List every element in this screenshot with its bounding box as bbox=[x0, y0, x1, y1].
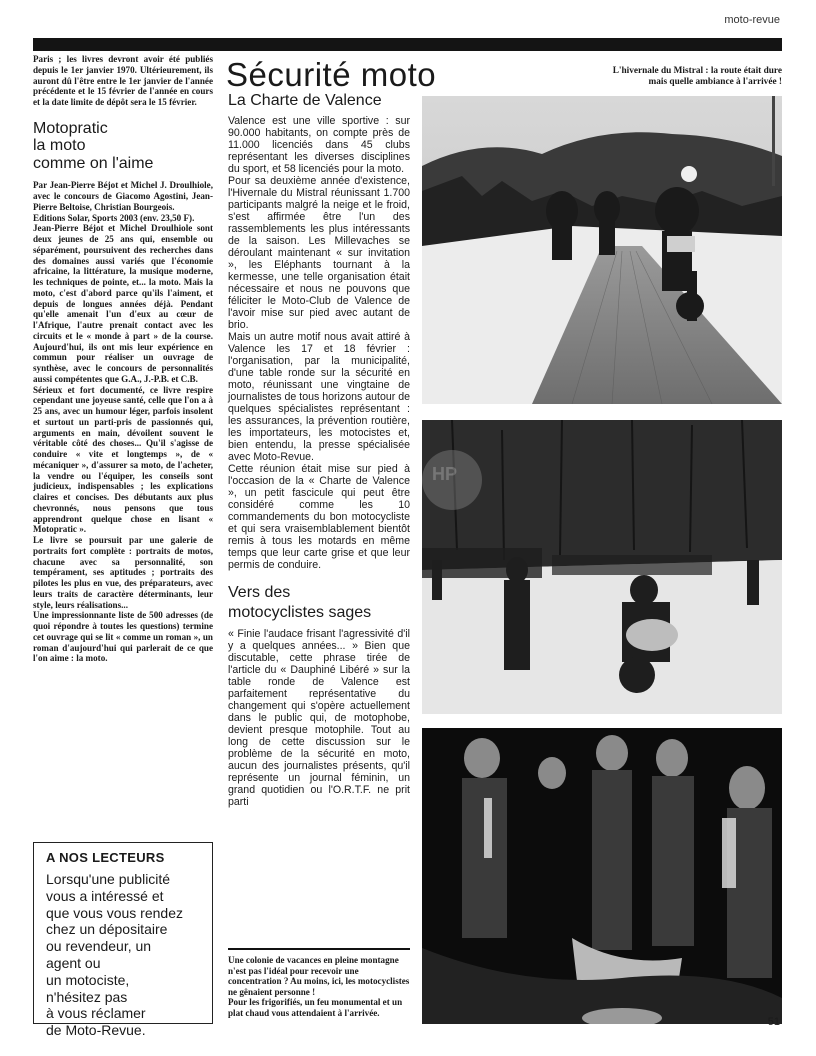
book-editor: Editions Solar, Sports 2003 (env. 23,50 F). bbox=[33, 212, 195, 223]
watermark-stamp: HP bbox=[432, 464, 458, 484]
book-paragraph-2: Sérieux et fort documenté, ce livre respire cependant une joyeuse santé, celle que l'on a à 25 ans, avec un humour léger, parfois insolent et surtout un parti-pris de passionnés qui, arguments en main, dévoilent souvent le véritable côté des choses... Qu'il s'agisse de conduire « vite et longtemps », de « mécaniquer », d'assurer sa moto, de l'acheter, la vendre ou l'équiper, les conseils sont judicieux, indispensables ; les explications claires et concises. Des débutants aux plus chevronnés, nous pensons que tous apprendront quelque chose en lisant « Motopratic ». bbox=[33, 384, 213, 535]
readers-notice-title: A NOS LECTEURS bbox=[46, 850, 165, 865]
article-paragraph-3: Mais un autre motif nous avait attiré à Valence les 17 et 18 février : l'organisation, par la municipalité, d'une table ronde sur la sécurité en moto, réunissant une vingtaine de journalistes de tous horizons autour de quelques spécialistes représentant : les assurances, la prévention routière, les importateurs, les motocistes et, bien entendu, la presse spécialisée avec Moto-Revue. bbox=[228, 331, 410, 463]
article-paragraph-1: Valence est une ville sportive : sur 90.000 habitants, on compte près de 11.000 licenciés dans 45 clubs représentant les diverses disciplines du sport, et 58 licenciés pour la moto. bbox=[228, 115, 410, 175]
publication-header: moto-revue bbox=[724, 14, 780, 26]
page-number: 51 bbox=[767, 1016, 780, 1028]
book-paragraph-3: Le livre se poursuit par une galerie de portraits fort complète : portraits de motos, chacune avec sa personnalité, son tempérament, ses aptitudes ; portraits des pilotes les plus en vue, des préparateurs, avec leurs traits de caractère déterminants, leur style, leurs réalisations... bbox=[33, 535, 213, 610]
left-column bbox=[33, 54, 213, 664]
readers-notice-text: Lorsqu'une publicité vous a intéressé et que vous vous rendez chez un dépositaire ou revendeur, un agent ou un motociste, n'hésitez pas à vous réclamer de Moto-Revue. bbox=[46, 871, 183, 1039]
article-title: Sécurité moto bbox=[226, 56, 437, 93]
top-caption: L'hivernale du Mistral : la route était dure mais quelle ambiance à l'arrivée ! bbox=[612, 66, 782, 87]
bottom-caption bbox=[228, 948, 410, 1019]
top-rule bbox=[33, 38, 782, 51]
photo-snowy-road bbox=[422, 96, 782, 404]
article-paragraph-5: « Finie l'audace frisant l'agressivité d'il y a quelques années... » Bien que discutable, cette phrase tirée de l'article du « Dauphiné Libéré » sur la table ronde de Valence est parfaitement représentative du changement qui s'opère actuellement dans le public qui, de motophobe, devient presque motophile. Tout au long de cette discussion sur le problème de la sécurité en moto, aucun des journalistes présents, qu'il représente un journal féminin, un grand quotidien ou l'O.R.T.F. ne prit parti bbox=[228, 628, 410, 808]
photo-night-group bbox=[422, 728, 782, 1024]
book-paragraph-4: Une impressionnante liste de 500 adresses (de quoi répondre à toutes les questions) termine cet ouvrage qui se lit « comme un roman », un roman d'aujourd'hui qui parlerait de ce que l'on aime : la moto. bbox=[33, 610, 213, 664]
bottom-caption-2: Pour les frigorifiés, un feu monumental et un plat chaud vous attendaient à l'arrivée. bbox=[228, 997, 403, 1018]
article-subtitle: La Charte de Valence bbox=[228, 92, 382, 109]
article-paragraph-4: Cette réunion était mise sur pied à l'occasion de la « Charte de Valence », un petit fascicule qui peut être considéré comme les 10 commandements du bon motocycliste et qui sera vraisemblablement bientôt remis à tous les motards en même temps que leur carte grise et que leur permis de conduire. bbox=[228, 463, 410, 571]
article-subtitle-2: Vers des motocyclistes sages bbox=[228, 584, 372, 621]
book-paragraph-1: Jean-Pierre Béjot et Michel Droulhiole sont deux jeunes de 25 ans qui, ensemble ou séparément, poursuivent des recherches dans des domaines aussi variés que l'économie africaine, la littérature, la musique moderne, les techniques de pointe, et... la moto. Mais la moto, c'est d'abord parce qu'ils l'aiment, et depuis de longues années déjà. Pendant qu'elle amenait l'un d'eux au cœur de l'Afrique, l'autre prenait contact avec les circuits et le « monde à part » de la course. Aujourd'hui, ils ont mis leur expérience en commun pour réaliser un ouvrage de synthèse, avec le concours de personnalités aussi compétentes que G.A., J.-P.B. et C.B. bbox=[33, 223, 213, 384]
book-heading: Motopratic la moto comme on l'aime bbox=[33, 119, 154, 172]
bottom-caption-1: Une colonie de vacances en pleine montagne n'est pas l'idéal pour recevoir une concentration ? Au moins, ici, les motocyclistes ne gênaient personne ! bbox=[228, 955, 410, 997]
book-credits: Par Jean-Pierre Béjot et Michel J. Droulhiole, avec le concours de Giacomo Agostini, Jean-Pierre Beltoise, Christian Bourgeois. bbox=[33, 180, 213, 212]
intro-paragraph: Paris ; les livres devront avoir été publiés depuis le 1er janvier 1970. Ultérieurement, ils auront dû l'être entre le 1er janvier de l'année précédente et le 15 février de l'année en cours et la date limite de dépôt sera le 15 février. bbox=[33, 54, 213, 107]
photo-snowy-camp bbox=[422, 420, 782, 714]
article-column bbox=[228, 92, 410, 808]
readers-notice-box bbox=[33, 842, 213, 1039]
article-paragraph-2: Pour sa deuxième année d'existence, l'Hivernale du Mistral réunissant 1.700 participants malgré la neige et le froid, s'est affirmée être l'un des rassemblements les plus intéressants de la saison. Les Millevaches se déroulant maintenant « sur invitation », les Eléphants tournant à la kermesse, une telle organisation était nécessaire et nous ne pouvons que féliciter le Moto-Club de Valence de l'avoir mise sur pied avec autant de brio. bbox=[228, 175, 410, 331]
